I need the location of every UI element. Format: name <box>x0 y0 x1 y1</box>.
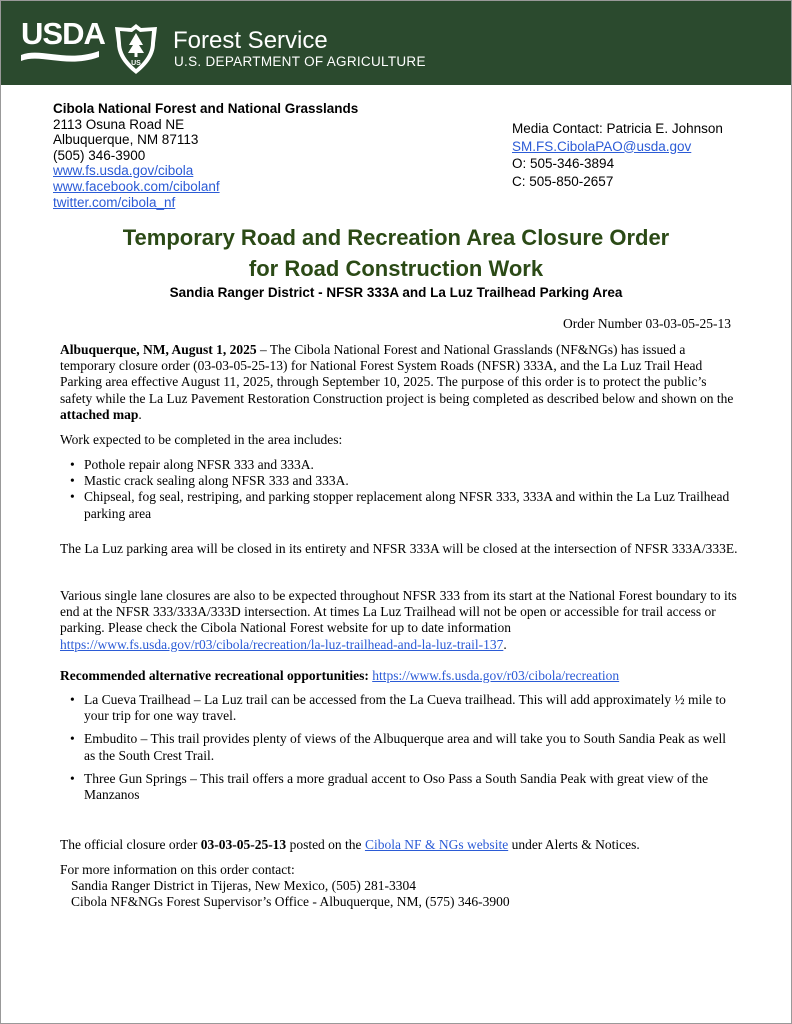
official-order-paragraph <box>60 837 740 853</box>
intro-end: . <box>138 406 142 422</box>
page-title-line2: for Road Construction Work <box>248 256 544 281</box>
agency-name: Forest Service <box>173 27 328 54</box>
header-banner <box>1 1 791 85</box>
usda-hills-icon <box>21 49 99 69</box>
official-order-text3: under Alerts & Notices. <box>508 837 640 852</box>
list-item: • Mastic crack sealing along NFSR 333 and 333A. <box>70 473 740 489</box>
more-info-block <box>60 862 740 911</box>
more-info-heading: For more information on this order contact: <box>60 862 295 877</box>
lane-closure-text: Various single lane closures are also to be expected throughout NFSR 333 from its start at the National Forest boundary to its end at the NFSR 333/333A/333D intersection. At times La Luz Trailhead will not be open or accessible for trail access or parking. Please check the Cibola National Forest website for up to date information <box>60 588 737 636</box>
lane-closure-paragraph <box>60 588 740 653</box>
org-name: Cibola National Forest and National Grasslands <box>53 101 359 116</box>
list-item: • La Cueva Trailhead – La Luz trail can be accessed from the La Cueva trailhead. This will add approximately ½ mile to your trip for one way travel. <box>70 692 740 724</box>
work-intro: Work expected to be completed in the area includes: <box>60 432 343 447</box>
usda-logo-text: USDA <box>21 16 105 51</box>
recreation-link[interactable]: https://www.fs.usda.gov/r03/cibola/recreation <box>372 668 620 683</box>
cibola-website-link[interactable]: Cibola NF & NGs website <box>364 837 509 852</box>
city-address: Albuquerque, NM 87113 <box>53 132 199 148</box>
forest-service-shield-icon <box>113 23 159 75</box>
list-item: • Pothole repair along NFSR 333 and 333A. <box>70 457 740 473</box>
page-subtitle: Sandia Ranger District - NFSR 333A and La Luz Trailhead Parking Area <box>169 285 623 300</box>
list-item: • Three Gun Springs – This trail offers a more gradual accent to Oso Pass a South Sandia Peak with great view of the Manzanos <box>70 771 740 803</box>
sandia-district-contact: Sandia Ranger District in Tijeras, New Mexico, (505) 281-3304 <box>71 878 416 894</box>
recommended-label: Recommended alternative recreational opportunities: <box>60 668 369 683</box>
office-phone: (505) 346-3900 <box>53 147 146 163</box>
media-contact-name: Media Contact: Patricia E. Johnson <box>512 121 723 136</box>
work-list <box>70 457 740 522</box>
department-name: U.S. DEPARTMENT OF AGRICULTURE <box>174 54 426 69</box>
list-item: • Embudito – This trail provides plenty of views of the Albuquerque area and will take you to South Sandia Peak as well as the South Crest Trail. <box>70 731 740 763</box>
official-order-text: The official closure order <box>60 837 201 852</box>
intro-paragraph <box>60 342 740 423</box>
closure-paragraph: The La Luz parking area will be closed in its entirety and NFSR 333A will be closed at the intersection of NFSR 333A/333E. <box>60 541 738 556</box>
street-address: 2113 Osuna Road NE <box>53 116 185 132</box>
website-link[interactable]: www.fs.usda.gov/cibola <box>53 163 194 179</box>
cell-phone-contact: C: 505-850-2657 <box>512 173 614 189</box>
list-item: • Chipseal, fog seal, restriping, and parking stopper replacement along NFSR 333, 333A and within the La Luz Trailhead parking area <box>70 489 740 521</box>
usda-logo[interactable] <box>21 16 105 73</box>
svg-text:US: US <box>131 60 141 67</box>
recommended-heading <box>60 668 740 684</box>
order-number: Order Number 03-03-05-25-13 <box>563 316 731 331</box>
trailhead-info-link[interactable]: https://www.fs.usda.gov/r03/cibola/recreation/la-luz-trailhead-and-la-luz-trail-137 <box>60 636 504 652</box>
alternatives-list <box>70 692 740 810</box>
facebook-link[interactable]: www.facebook.com/cibolanf <box>53 178 220 194</box>
page-title-line1: Temporary Road and Recreation Area Closure Order <box>122 225 670 250</box>
dateline: Albuquerque, NM, August 1, 2025 <box>60 342 257 357</box>
supervisor-office-contact: Cibola NF&NGs Forest Supervisor’s Office - Albuquerque, NM, (575) 346-3900 <box>71 894 510 910</box>
media-email-link[interactable]: SM.FS.CibolaPAO@usda.gov <box>512 138 692 154</box>
office-address-block <box>53 101 358 210</box>
intro-text: – The Cibola National Forest and National Grasslands (NF&NGs) has issued a temporary closure order (03-03-05-25-13) for National Forest System Roads (NFSR) 333A, and the La Luz Trail Head Parking area effective August 11, 2025, through September 10, 2025. The purpose of this order is to protect the public’s safety while the La Luz Pavement Restoration Construction project is being completed as described below and shown on the <box>60 342 734 406</box>
media-contact-block <box>512 120 723 190</box>
twitter-link[interactable]: twitter.com/cibola_nf <box>53 194 176 210</box>
lane-closure-end: . <box>503 636 507 652</box>
order-id-bold: 03-03-05-25-13 <box>200 837 287 852</box>
office-phone-contact: O: 505-346-3894 <box>512 156 615 172</box>
attached-map-ref: attached map <box>60 406 139 422</box>
official-order-text2: posted on the <box>286 837 365 852</box>
